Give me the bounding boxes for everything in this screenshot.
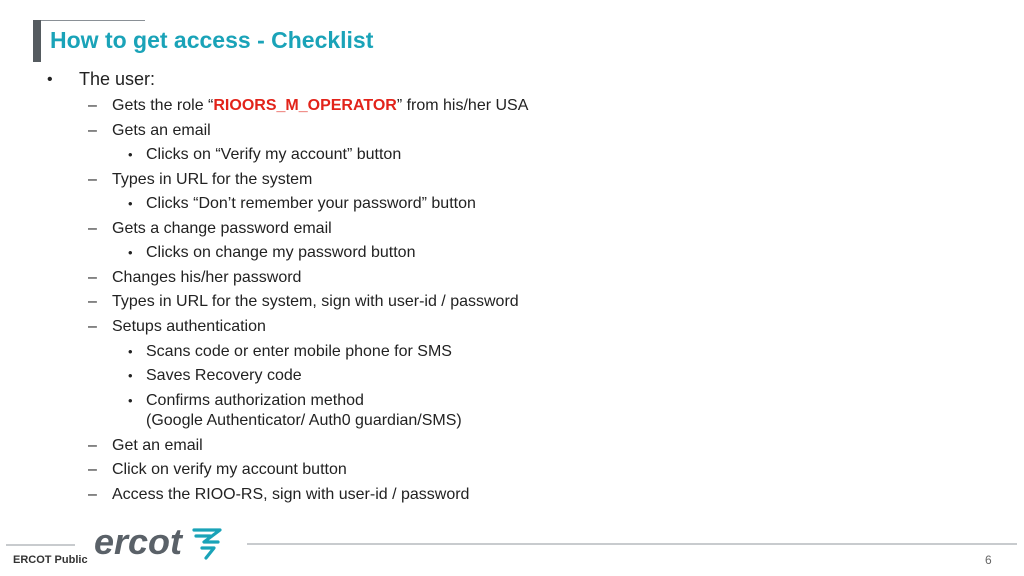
page-number: 6 [985,553,992,567]
checklist-subitem: Clicks “Don’t remember your password” button [146,195,476,212]
dash-marker: – [88,437,97,454]
checklist-subitem: Clicks on “Verify my account” button [146,146,402,163]
checklist-item: Setups authentication [112,318,266,335]
bullet-marker: • [47,71,53,88]
checklist-item: Access the RIOO-RS, sign with user-id / password [112,486,470,503]
sub-bullet-marker: • [128,393,133,408]
checklist-heading: The user: [79,69,156,89]
checklist-item: Click on verify my account button [112,461,347,478]
dash-marker: – [88,220,97,237]
checklist-subitem: Clicks on change my password button [146,244,416,261]
footer-divider-left [6,544,75,546]
checklist-item-role [112,96,528,116]
checklist-item: Types in URL for the system, sign with user-id / password [112,293,519,310]
sub-bullet-marker: • [128,196,133,211]
sub-bullet-marker: • [128,344,133,359]
page-title: How to get access - Checklist [50,27,374,53]
checklist-item: Changes his/her password [112,269,302,286]
footer-label: ERCOT Public [13,554,88,566]
sub-bullet-marker: • [128,147,133,162]
checklist-item: Gets a change password email [112,220,332,237]
svg-text:ercot: ercot [94,522,183,562]
sub-bullet-marker: • [128,368,133,383]
role-suffix: ” from his/her USA [396,97,529,114]
role-name: RIOORS_M_OPERATOR [213,97,397,114]
checklist-subitem: Scans code or enter mobile phone for SMS [146,343,452,360]
role-prefix: Gets the role “ [112,97,214,114]
lightning-emblem-icon [194,530,220,558]
dash-marker: – [88,122,97,139]
dash-marker: – [88,171,97,188]
checklist-subitem: Saves Recovery code [146,367,302,384]
checklist-item: Types in URL for the system [112,171,313,188]
dash-marker: – [88,486,97,503]
ercot-logo [92,522,228,564]
sub-bullet-marker: • [128,245,133,260]
checklist-item: Gets an email [112,122,211,139]
checklist-item: Get an email [112,437,203,454]
dash-marker: – [88,269,97,286]
footer-divider-right [247,543,1017,545]
checklist-subitem-continuation: (Google Authenticator/ Auth0 guardian/SMS) [146,412,462,429]
dash-marker: – [88,461,97,478]
dash-marker: – [88,97,97,114]
dash-marker: – [88,318,97,335]
dash-marker: – [88,293,97,310]
checklist-subitem: Confirms authorization method [146,392,364,409]
